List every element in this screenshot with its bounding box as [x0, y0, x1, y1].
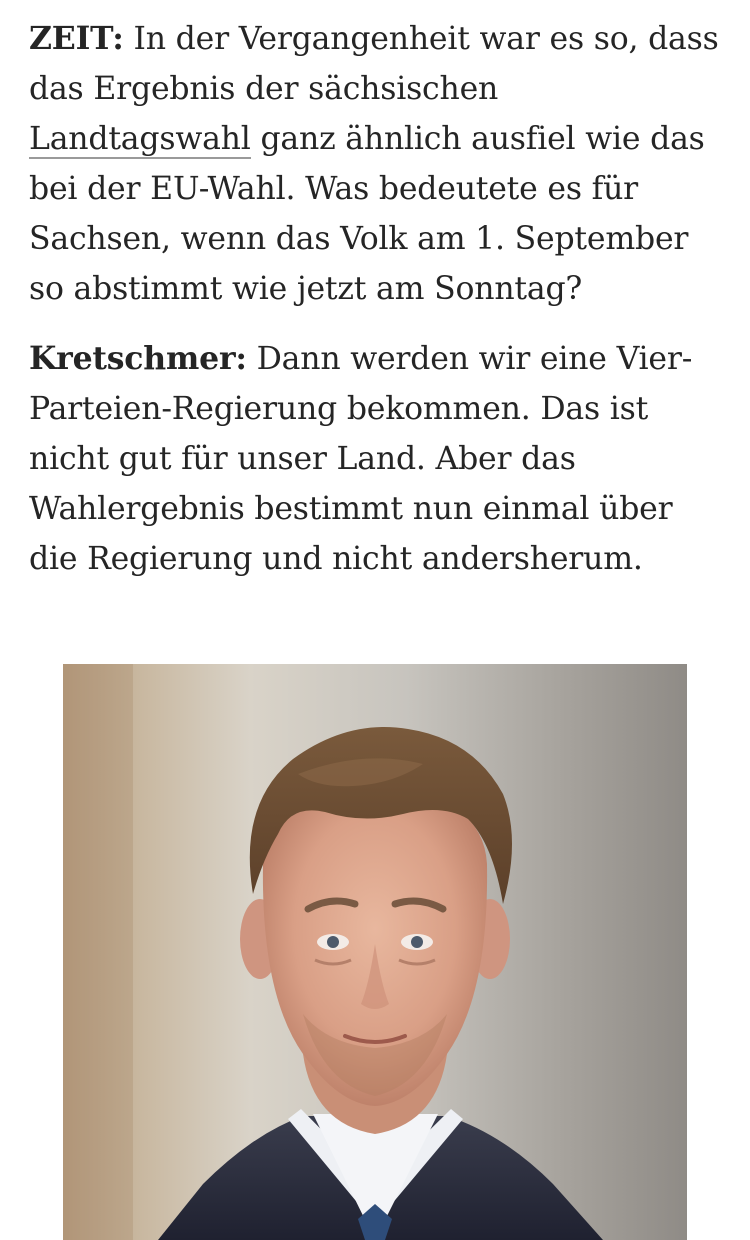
speaker-label-zeit: ZEIT:	[29, 20, 124, 57]
landtagswahl-link[interactable]: Landtagswahl	[29, 121, 251, 157]
answer-text: Dann werden wir eine Vier-Parteien-Regierung bekommen. Das ist nicht gut für unser Land. Aber das Wahlergebnis bestimmt nun einmal über die Regierung und nicht andersherum.	[29, 341, 693, 577]
portrait-photo	[63, 664, 687, 1240]
article-body	[29, 14, 729, 584]
portrait-illustration	[63, 664, 687, 1240]
speaker-label-kretschmer: Kretschmer:	[29, 340, 247, 377]
answer-paragraph	[29, 334, 729, 584]
question-paragraph	[29, 14, 729, 314]
question-text-start: In der Vergangenheit war es so, dass das Ergebnis der sächsischen	[29, 21, 719, 107]
question-text-end: ganz ähnlich ausfiel wie das bei der EU-Wahl. Was bedeutete es für Sachsen, wenn das Volk am 1. September so abstimmt wie jetzt am Sonntag?	[29, 121, 705, 307]
